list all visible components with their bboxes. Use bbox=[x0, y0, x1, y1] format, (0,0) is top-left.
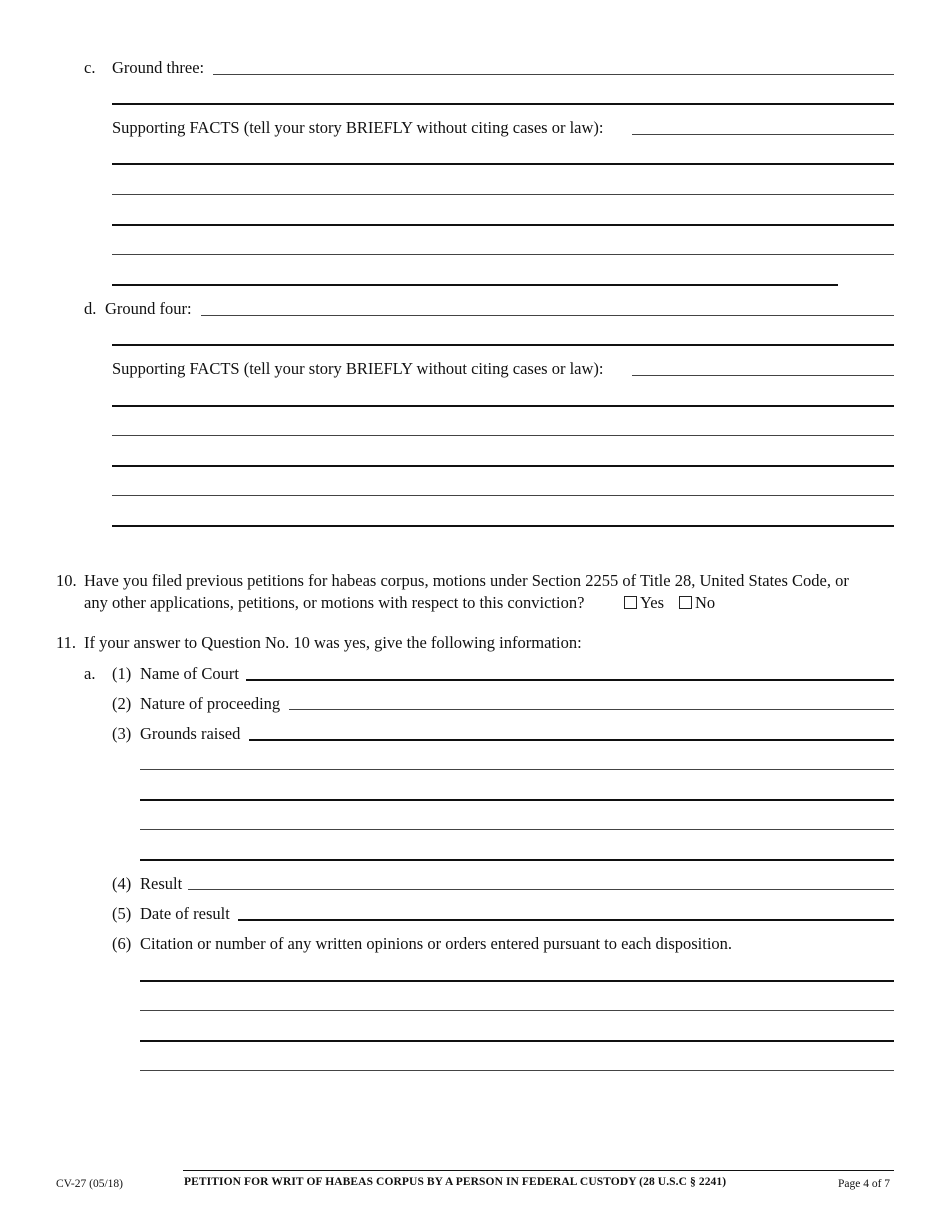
ground-d-facts-line[interactable] bbox=[112, 405, 894, 407]
q10-text-line-2: any other applications, petitions, or motions with respect to this conviction? bbox=[84, 593, 585, 612]
ground-c-input[interactable] bbox=[213, 74, 894, 75]
q11-number: 11. bbox=[56, 633, 77, 652]
q11-name-of-court-input[interactable] bbox=[246, 679, 894, 681]
ground-d-facts-label: Supporting FACTS (tell your story BRIEFLY without citing cases or law): bbox=[112, 359, 604, 378]
ground-c-facts-label: Supporting FACTS (tell your story BRIEFLY without citing cases or law): bbox=[112, 118, 604, 137]
ground-c-facts-line[interactable] bbox=[112, 194, 894, 195]
q11-date-label: Date of result bbox=[140, 904, 230, 923]
ground-c-facts-line[interactable] bbox=[112, 224, 894, 226]
q11-grounds-line[interactable] bbox=[140, 829, 894, 830]
q11-citation-line[interactable] bbox=[140, 980, 894, 982]
q11-item-6-number: (6) bbox=[112, 934, 132, 953]
q11-item-5-number: (5) bbox=[112, 904, 132, 923]
ground-d-label: Ground four: bbox=[105, 299, 192, 318]
q10-yes-checkbox[interactable] bbox=[624, 596, 637, 609]
q11-date-input[interactable] bbox=[238, 919, 894, 921]
ground-d-marker: d. bbox=[84, 299, 97, 318]
q11-citation-line[interactable] bbox=[140, 1070, 894, 1071]
q11-text: If your answer to Question No. 10 was yes, give the following information: bbox=[84, 633, 582, 652]
ground-c-facts-line[interactable] bbox=[112, 163, 894, 165]
ground-c-facts-line[interactable] bbox=[112, 284, 838, 286]
q11-result-label: Result bbox=[140, 874, 183, 893]
q11-nature-input[interactable] bbox=[289, 709, 894, 710]
footer-rule bbox=[183, 1170, 894, 1171]
q11-citation-label: Citation or number of any written opinions or orders entered pursuant to each disposition. bbox=[140, 934, 733, 953]
q11-grounds-label: Grounds raised bbox=[140, 724, 241, 743]
ground-c-marker: c. bbox=[84, 58, 96, 77]
q11-item-4-number: (4) bbox=[112, 874, 132, 893]
q10-number: 10. bbox=[56, 571, 77, 590]
ground-d-input-line-2[interactable] bbox=[112, 344, 894, 346]
footer-page-number: Page 4 of 7 bbox=[838, 1178, 891, 1190]
q11-a-marker: a. bbox=[84, 664, 96, 683]
footer-title: PETITION FOR WRIT OF HABEAS CORPUS BY A PERSON IN FEDERAL CUSTODY (28 U.S.C § 2241) bbox=[184, 1176, 727, 1188]
footer-form-id: CV-27 (05/18) bbox=[56, 1178, 123, 1190]
q11-citation-line[interactable] bbox=[140, 1010, 894, 1011]
ground-c-input-line-2[interactable] bbox=[112, 103, 894, 105]
q10-no-checkbox[interactable] bbox=[679, 596, 692, 609]
q10-yes-option[interactable] bbox=[624, 593, 664, 612]
q11-nature-label: Nature of proceeding bbox=[140, 694, 281, 713]
q11-result-input[interactable] bbox=[188, 889, 894, 890]
q10-no-option[interactable] bbox=[679, 593, 715, 612]
q11-name-of-court-label: Name of Court bbox=[140, 664, 239, 683]
ground-d-facts-line[interactable] bbox=[112, 435, 894, 436]
q11-item-1-number: (1) bbox=[112, 664, 132, 683]
q11-item-3-number: (3) bbox=[112, 724, 132, 743]
q10-yes-label: Yes bbox=[640, 593, 665, 612]
q11-item-2-number: (2) bbox=[112, 694, 132, 713]
ground-d-facts-line[interactable] bbox=[112, 495, 894, 496]
q11-grounds-input[interactable] bbox=[249, 739, 894, 741]
q10-text-line-1: Have you filed previous petitions for habeas corpus, motions under Section 2255 of Title 28, United States Code, or bbox=[84, 571, 849, 590]
q11-grounds-line[interactable] bbox=[140, 859, 894, 861]
ground-d-input[interactable] bbox=[201, 315, 894, 316]
q11-citation-line[interactable] bbox=[140, 1040, 894, 1042]
ground-d-facts-line[interactable] bbox=[112, 525, 894, 527]
q11-grounds-line[interactable] bbox=[140, 799, 894, 801]
ground-c-facts-line[interactable] bbox=[112, 254, 894, 255]
ground-d-facts-line[interactable] bbox=[112, 465, 894, 467]
ground-c-label: Ground three: bbox=[112, 58, 205, 77]
ground-c-facts-input[interactable] bbox=[632, 134, 894, 135]
ground-d-facts-input[interactable] bbox=[632, 375, 894, 376]
q10-no-label: No bbox=[695, 593, 716, 612]
q11-grounds-line[interactable] bbox=[140, 769, 894, 770]
